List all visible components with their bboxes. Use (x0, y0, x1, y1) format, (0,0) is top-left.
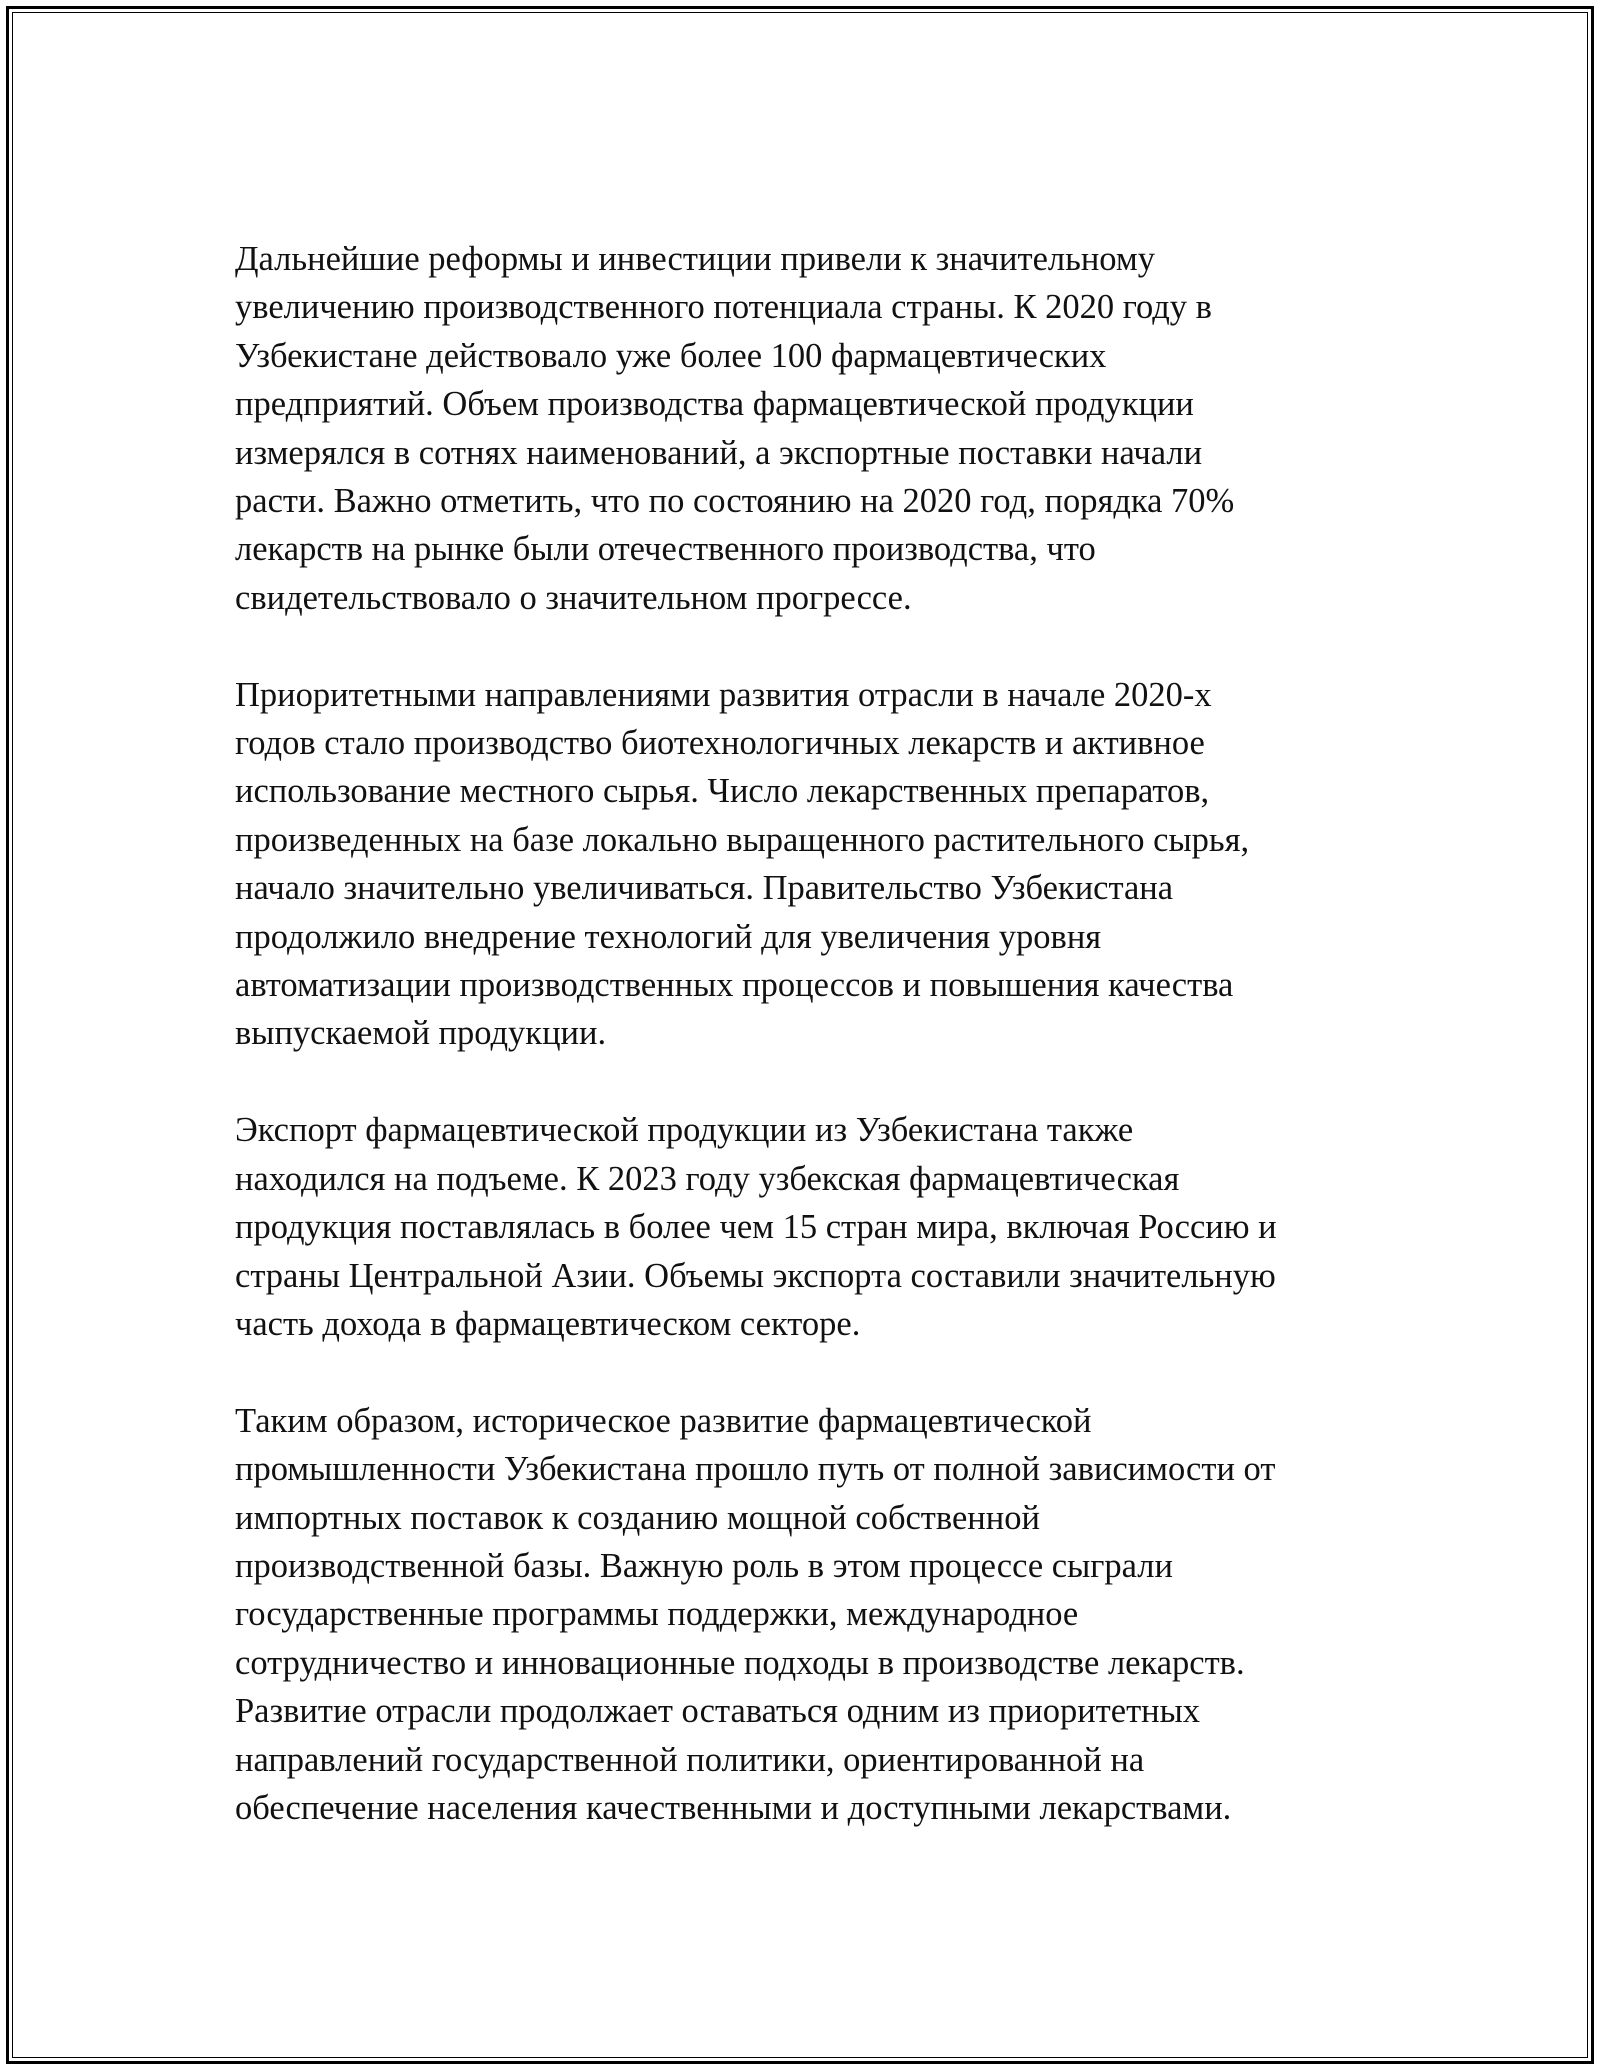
paragraph-line: страны Центральной Азии. Объемы экспорта составили значительную (235, 1256, 1276, 1295)
paragraph-line: начало значительно увеличиваться. Правительство Узбекистана (235, 869, 1174, 908)
paragraph-3 (235, 1106, 1365, 1348)
paragraph-line: Дальнейшие реформы и инвестиции привели к значительному (235, 240, 1155, 278)
paragraph-line: промышленности Узбекистана прошло путь от полной зависимости от (235, 1450, 1276, 1489)
paragraph-line: свидетельствовало о значительном прогрессе. (235, 578, 912, 617)
paragraph-line: обеспечение населения качественными и доступными лекарствами. (235, 1788, 1232, 1827)
paragraph-line: продолжило внедрение технологий для увеличения уровня (235, 917, 1102, 956)
paragraph-line: продукция поставлялась в более чем 15 стран мира, включая Россию и (235, 1208, 1277, 1247)
paragraph-line: государственные программы поддержки, международное (235, 1595, 1079, 1634)
paragraph-line: годов стало производство биотехнологичных лекарств и активное (235, 724, 1205, 763)
paragraph-line: Приоритетными направлениями развития отрасли в начале 2020-х (235, 675, 1212, 714)
paragraph-1 (235, 235, 1365, 622)
paragraph-line: часть дохода в фармацевтическом секторе. (235, 1304, 861, 1343)
paragraph-line: увеличению производственного потенциала страны. К 2020 году в (235, 288, 1212, 327)
paragraph-line: предприятий. Объем производства фармацевтической продукции (235, 385, 1194, 424)
paragraph-line: выпускаемой продукции. (235, 1014, 607, 1053)
paragraph-line: Развитие отрасли продолжает оставаться одним из приоритетных (235, 1692, 1201, 1731)
paragraph-line: производственной базы. Важную роль в этом процессе сыграли (235, 1546, 1173, 1585)
paragraph-line: направлений государственной политики, ориентированной на (235, 1740, 1145, 1779)
paragraph-line: произведенных на базе локально выращенного растительного сырья, (235, 820, 1250, 859)
paragraph-line: Узбекистане действовало уже более 100 фармацевтических (235, 336, 1107, 375)
paragraph-line: находился на подъеме. К 2023 году узбекская фармацевтическая (235, 1159, 1180, 1198)
paragraph-line: импортных поставок к созданию мощной собственной (235, 1498, 1040, 1537)
paragraph-line: расти. Важно отметить, что по состоянию на 2020 год, порядка 70% (235, 482, 1235, 521)
document-body (235, 235, 1365, 1832)
paragraph-line: сотрудничество и инновационные подходы в производстве лекарств. (235, 1643, 1245, 1682)
paragraph-line: Экспорт фармацевтической продукции из Узбекистана также (235, 1111, 1134, 1150)
paragraph-line: автоматизации производственных процессов и повышения качества (235, 966, 1234, 1005)
paragraph-line: лекарств на рынке были отечественного производства, что (235, 530, 1096, 569)
paragraph-2 (235, 671, 1365, 1058)
paragraph-line: Таким образом, историческое развитие фармацевтической (235, 1401, 1092, 1440)
paragraph-line: измерялся в сотнях наименований, а экспортные поставки начали (235, 433, 1203, 472)
paragraph-line: использование местного сырья. Число лекарственных препаратов, (235, 772, 1210, 811)
paragraph-4 (235, 1397, 1365, 1833)
